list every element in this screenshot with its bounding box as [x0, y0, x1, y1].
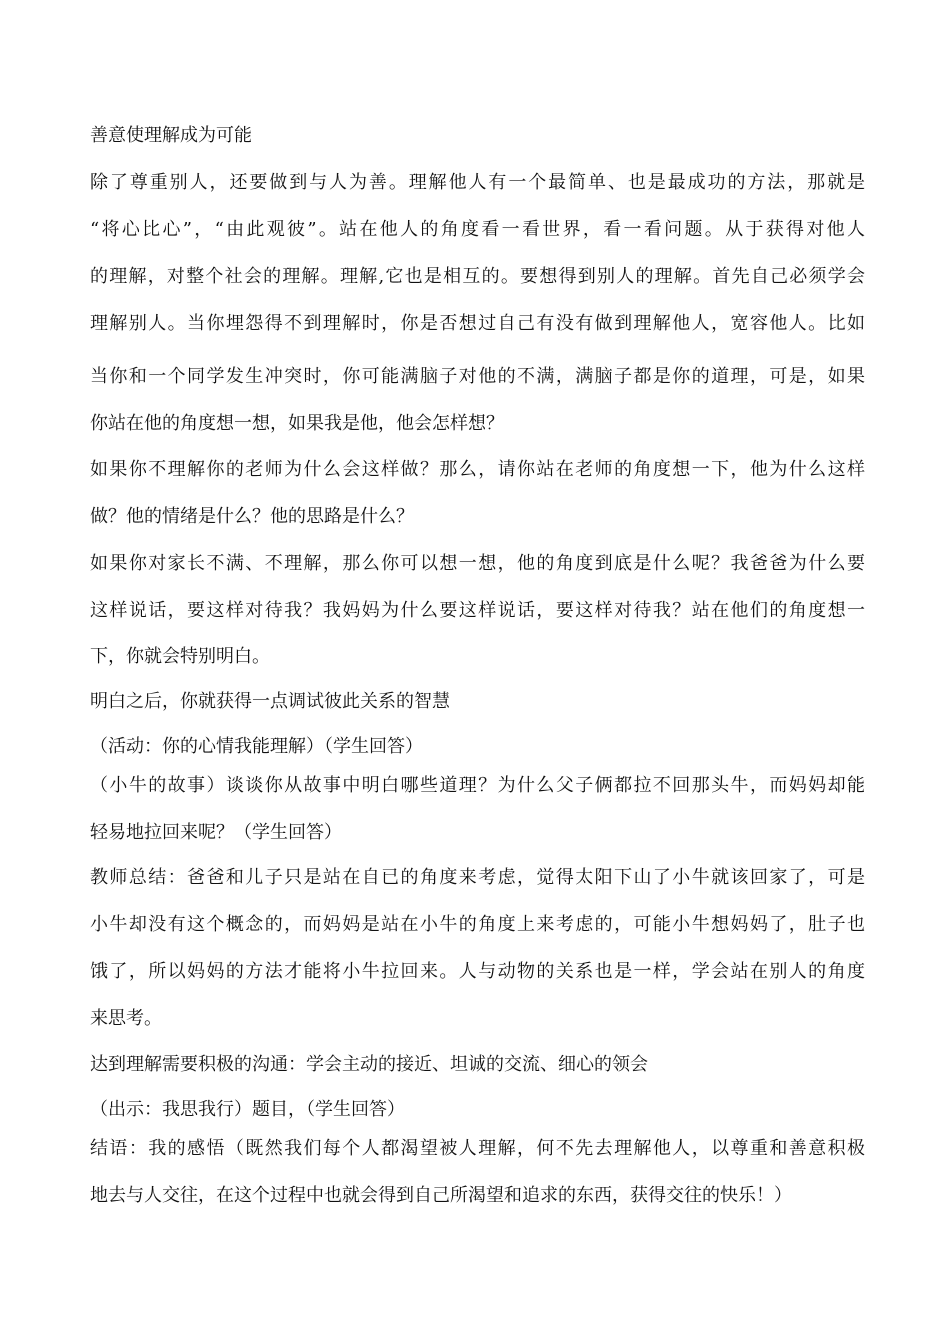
text-line: 如果你对家长不满、不理解，那么你可以想一想，他的角度到底是什么呢？我爸爸为什么要 — [90, 553, 865, 574]
text-line: 做？他的情绪是什么？他的思路是什么？ — [90, 506, 414, 527]
text-line: （小牛的故事）谈谈你从故事中明白哪些道理？为什么父子俩都拉不回那头牛，而妈妈却能 — [90, 775, 865, 796]
text-line: 来思考。 — [90, 1008, 162, 1029]
text-line: 小牛却没有这个概念的，而妈妈是站在小牛的角度上来考虑的，可能小牛想妈妈了，肚子也 — [90, 914, 865, 935]
text-line: 如果你不理解你的老师为什么会这样做？那么，请你站在老师的角度想一下，他为什么这样 — [90, 459, 865, 480]
text-line: 当你和一个同学发生冲突时，你可能满脑子对他的不满，满脑子都是你的道理，可是，如果 — [90, 366, 865, 387]
text-line: 除了尊重别人，还要做到与人为善。理解他人有一个最简单、也是最成功的方法，那就是 — [90, 172, 865, 193]
text-line: 达到理解需要积极的沟通：学会主动的接近、坦诚的交流、细心的领会 — [90, 1054, 648, 1075]
text-line: 轻易地拉回来呢？（学生回答） — [90, 822, 342, 843]
text-line: （出示：我思我行）题目，（学生回答） — [90, 1099, 405, 1120]
text-line: 的理解，对整个社会的理解。理解,它也是相互的。要想得到别人的理解。首先自己必须学会 — [90, 266, 865, 287]
text-line: （活动：你的心情我能理解）（学生回答） — [90, 736, 423, 757]
text-line: 下，你就会特别明白。 — [90, 646, 270, 667]
text-line: 理解别人。当你埋怨得不到理解时，你是否想过自己有没有做到理解他人，宽容他人。比如 — [90, 313, 865, 334]
text-line: 结语：我的感悟（既然我们每个人都渴望被人理解，何不先去理解他人，以尊重和善意积极 — [90, 1138, 865, 1159]
text-line: 教师总结：爸爸和儿子只是站在自已的角度来考虑，觉得太阳下山了小牛就该回家了，可是 — [90, 867, 865, 888]
text-line: 饿了，所以妈妈的方法才能将小牛拉回来。人与动物的关系也是一样，学会站在别人的角度 — [90, 961, 865, 982]
section-heading: 善意使理解成为可能 — [90, 125, 252, 146]
text-line: “将心比心”，“由此观彼”。站在他人的角度看一看世界，看一看问题。从于获得对他人 — [90, 219, 865, 240]
text-line: 这样说话，要这样对待我？我妈妈为什么要这样说话，要这样对待我？站在他们的角度想一 — [90, 600, 865, 621]
text-line: 你站在他的角度想一想，如果我是他，他会怎样想？ — [90, 413, 504, 434]
text-line: 明白之后，你就获得一点调试彼此关系的智慧 — [90, 691, 450, 712]
text-line: 地去与人交往，在这个过程中也就会得到自己所渴望和追求的东西，获得交往的快乐！） — [90, 1185, 792, 1206]
